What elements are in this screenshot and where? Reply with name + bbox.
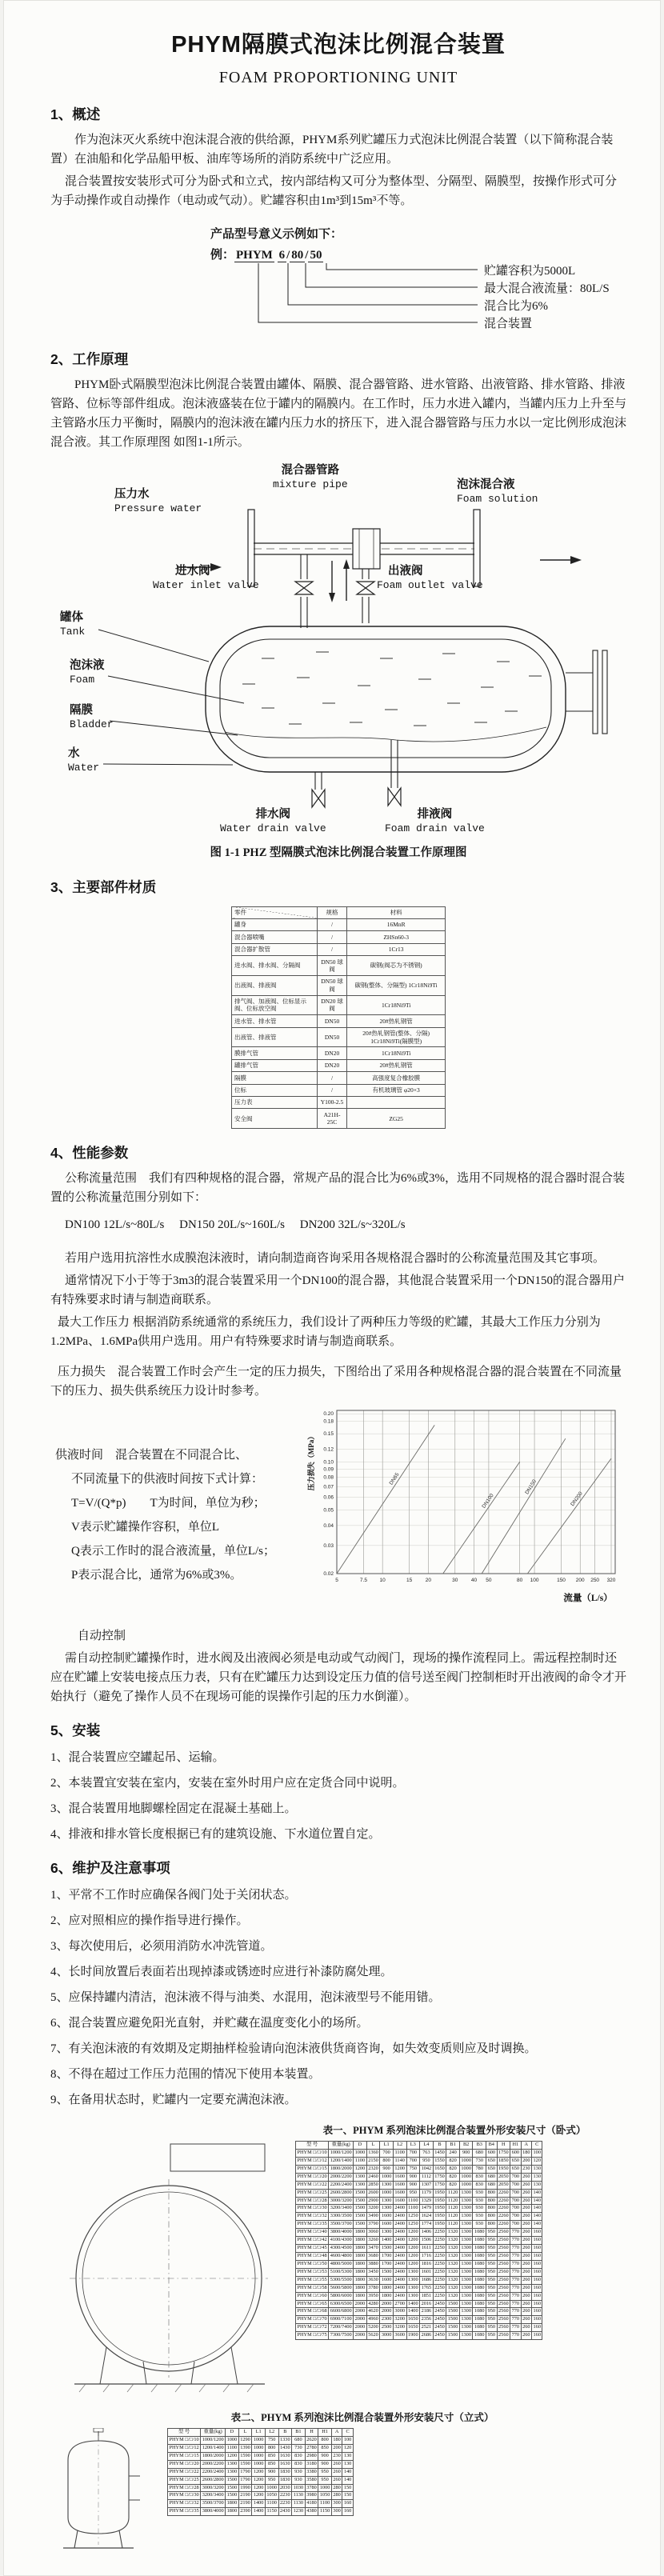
table-row: PHYM □/□/48 4600/4800 1800 3680 1700 2400 1200 1716 2250 1320 1300 1080 950 2560 770 260 160 (296, 2252, 542, 2260)
column-header: L4 (420, 2142, 434, 2150)
table-row: 出液阀、排液阀 DN50 球阀 碳钢(整体、分隔型) 1Cr18Ni9Ti (232, 975, 446, 995)
callout-device: 混合装置 (484, 318, 533, 331)
table-row: PHYM □/□/50 4800/5000 1800 3880 1700 2400 1200 1816 2250 1320 1300 1080 950 2560 770 260 160 (296, 2260, 542, 2268)
svg-text:15: 15 (406, 1578, 413, 1584)
svg-text:0.04: 0.04 (323, 1522, 334, 1529)
svg-text:100: 100 (530, 1578, 539, 1584)
table-row: PHYM □/□/70 6900/7100 2000 4960 2300 3200 1650 2356 2450 1500 1300 1080 950 2560 770 260 160 (296, 2316, 542, 2324)
table-row: PHYM □/□/20 2000/2200 1300 2460 1000 1600 900 1112 1750 820 1000 830 680 2050 700 260 130 (296, 2173, 542, 2181)
table-row: PHYM □/□/12 1200/1400 1100 1390 1000 800 1430 730 2780 850 200 120 (168, 2444, 354, 2452)
flow-range-paragraph: 公称流量范围 我们有四种规格的混合器，常规产品的混合比为6%或3%，选用不同规格的混合器时混合装置的公称流量范围分别如下： (50, 1172, 625, 1205)
table-row: 罐身 / 16MnR (232, 918, 446, 930)
list-item: 4、长时间放置后表面若出现掉漆或锈迹时应进行补漆防腐处理。 (50, 1966, 393, 1979)
table-row: PHYM □/□/42 4100/4300 1800 3260 1400 2400 1200 1506 2250 1320 1300 1080 950 2560 770 260 160 (296, 2237, 542, 2245)
svg-text:40: 40 (470, 1578, 478, 1584)
column-header: L (238, 2429, 252, 2437)
column-header: L2 (265, 2429, 278, 2437)
page-title: PHYM隔膜式泡沫比例混合装置 (171, 32, 506, 58)
list-item: 6、混合装置应避免阳光直射，并贮藏在温度变化小的场所。 (50, 2017, 369, 2030)
figure-1-1-caption: 图 1-1 PHZ 型隔膜式泡沫比例混合装置工作原理图 (210, 846, 467, 860)
flow-range-values: DN100 12L/s~80L/s DN150 20L/s~160L/s DN200 32L/s~320L/s (65, 1218, 406, 1232)
section-1-heading: 1、概述 (50, 106, 101, 123)
svg-text:30: 30 (452, 1578, 458, 1584)
column-header: L1 (252, 2429, 266, 2437)
list-item: 2、本装置宜安装在室内，安装在室外时用户应在定货合同中说明。 (50, 1777, 405, 1790)
table-row: PHYM □/□/25 2600/2800 1500 2600 1000 1600 950 1179 1950 1120 1300 930 800 2260 700 260 140 (296, 2189, 542, 2197)
table-row: PHYM □/□/32 3300/3500 1500 3490 1600 2400 1250 1624 1950 1120 1300 930 800 2260 700 260 140 (296, 2213, 542, 2221)
column-header: H1 (510, 2142, 521, 2150)
column-header: 材料 (347, 906, 446, 918)
svg-text:7.5: 7.5 (359, 1578, 367, 1584)
model-separator: / (305, 249, 309, 262)
dimensions-table-vertical (167, 2428, 354, 2516)
water-inlet-valve-label: 进水阀 Water inlet valve (153, 565, 259, 591)
svg-text:0.12: 0.12 (323, 1446, 334, 1453)
table-2-caption: 表二、PHYM 系列泡沫比例混合装置外形安装尺寸（立式） (230, 2412, 494, 2424)
table-row: 压力表 Y100-2.5 (232, 1096, 446, 1108)
svg-text:0.10: 0.10 (323, 1459, 334, 1466)
column-header: L1 (380, 2142, 394, 2150)
column-header: B1 (446, 2142, 460, 2150)
table-1-caption: 表一、PHYM 系列泡沫比例混合装置外形安装尺寸（卧式） (322, 2125, 586, 2137)
svg-text:0.07: 0.07 (323, 1484, 334, 1490)
table-row: PHYM □/□/55 5300/5500 1800 3630 1600 2400 1300 1686 2250 1320 1300 1080 950 2560 770 260 160 (296, 2276, 542, 2284)
table-row: PHYM □/□/72 7200/7400 2000 5200 2500 3200 1650 2521 2450 1500 1300 1080 950 2560 770 260 160 (296, 2324, 542, 2332)
column-header: 零件 (232, 906, 318, 918)
svg-text:20: 20 (425, 1578, 431, 1584)
table-row: PHYM □/□/65 6300/6500 2000 4280 2000 2700 1400 2016 2450 1500 1300 1080 950 2560 770 260 160 (296, 2300, 542, 2308)
table-row: 罐排气管 DN20 20#热轧钢管 (232, 1059, 446, 1071)
list-item: P表示混合比，通常为6%或3%。 (71, 1569, 242, 1582)
table-row: 进水管、排水管 DN50 20#热轧钢管 (232, 1015, 446, 1027)
table-row: PHYM □/□/25 2600/2800 1500 1790 1200 950 1830 930 3580 950 260 140 (168, 2476, 354, 2484)
table-row: 混合器扩散管 / 1Cr13 (232, 943, 446, 955)
svg-text:50: 50 (486, 1578, 492, 1584)
table-row: PHYM □/□/58 5600/5800 1800 3780 1800 2400 1300 1765 2250 1320 1300 1080 950 2560 770 260 160 (296, 2284, 542, 2292)
table-row: 出液管、排液管 DN50 20#热轧钢管(整体、分隔) 1Cr18Ni9Ti(隔膜型) (232, 1027, 446, 1047)
svg-text:0.08: 0.08 (323, 1474, 334, 1481)
table-row: PHYM □/□/22 2200/2400 1300 2850 1300 1600 900 1307 1750 820 1000 830 680 2050 700 260 130 (296, 2181, 542, 2189)
svg-text:DN150: DN150 (524, 1478, 538, 1496)
svg-text:流量（L/s）: 流量（L/s） (563, 1594, 613, 1604)
table-row: PHYM □/□/15 1800/2000 1200 1590 1000 850 1630 830 2980 900 230 130 (168, 2452, 354, 2460)
list-item: 8、不得在超过工作压力范围的情况下使用本装置。 (50, 2068, 321, 2082)
list-item: V表示贮罐操作容积，单位L (71, 1521, 219, 1534)
table-row: PHYM □/□/75 7300/7500 2000 5620 3000 3600 1900 2686 2450 1500 1300 1080 950 2560 770 260 160 (296, 2332, 542, 2340)
table-row: PHYM □/□/30 3200/3400 1500 3200 1300 2400 1100 1479 1950 1120 1300 930 800 2260 700 260 140 (296, 2205, 542, 2213)
column-header: L2 (393, 2142, 406, 2150)
table-row: PHYM □/□/32 3500/3700 1800 2190 1400 1100 2230 1130 4180 1100 300 160 (168, 2500, 354, 2508)
supply-time-and-chart (50, 1404, 626, 1615)
table-row: PHYM □/□/28 3000/3200 1500 1990 1200 1000 2030 1030 3780 1000 280 150 (168, 2484, 354, 2492)
svg-text:0.20: 0.20 (323, 1411, 334, 1418)
water-label: 水 Water (68, 747, 100, 774)
callout-tank-volume: 贮罐容积为5000L (484, 265, 576, 278)
document-page (3, 0, 661, 2576)
auto-control-heading: 自动控制 (78, 1630, 126, 1643)
list-item: 9、在备用状态时，贮罐内一定要充满泡沫液。 (50, 2094, 297, 2107)
model-part-ratio: 6 (278, 249, 286, 262)
column-header: H1 (318, 2429, 332, 2437)
column-header: A (521, 2142, 531, 2150)
svg-text:150: 150 (557, 1578, 566, 1584)
table-row: PHYM □/□/12 1200/1400 1100 2150 800 1140 700 950 1550 820 1000 730 650 1850 650 200 120 (296, 2157, 542, 2165)
overview-paragraph-1: 作为泡沫灭火系统中泡沫混合液的供给源，PHYM系列贮罐压力式泡沫比例混合装置（以下简称混合装置）在油船和化学品船甲板、油库等场所的消防系统中广泛应用。 (50, 134, 614, 166)
afff-paragraph: 若用户选用抗溶性水成膜泡沫液时，请向制造商咨询采用各规格混合器时的公称流量范围及其它事项。 (65, 1252, 606, 1266)
svg-text:压力损失（MPa）: 压力损失（MPa） (307, 1432, 315, 1491)
column-header: B1 (292, 2429, 306, 2437)
column-header: B (278, 2429, 292, 2437)
list-item: 5、应保持罐内清洁，泡沫液不得与油类、水混用，泡沫液型号不能用错。 (50, 1991, 441, 2005)
column-header: 重量(kg) (201, 2429, 226, 2437)
working-principle-diagram (52, 458, 626, 838)
list-item: 4、排液和排水管长度根据已有的建筑设施、下水道位置自定。 (50, 1828, 381, 1842)
column-header: 重量(kg) (329, 2142, 354, 2150)
column-header: B (433, 2142, 446, 2150)
table-row: 膜排气管 DN20 1Cr18Ni9Ti (232, 1047, 446, 1059)
model-example (210, 225, 658, 335)
table-row: PHYM □/□/68 6600/6800 2000 4620 2000 3000 1400 2186 2450 1500 1300 1080 950 2560 770 260 160 (296, 2308, 542, 2316)
callout-mix-ratio: 混合比为6% (484, 300, 548, 314)
auto-control-paragraph: 需自动控制贮罐操作时，进水阀及出液阀必须是电动或气动阀门，现场的操作流程同上。需远程控制时还应在贮罐上安装电接点压力表，只有在贮罐压力达到设定压力值的信号送至阀门控制柜时开出液阀的命令才开始执行（避免了操作人员不在现场可能的误操作引起的压力水倒灌）。 (50, 1652, 627, 1704)
column-header: B3 (473, 2142, 486, 2150)
table-row: PHYM □/□/28 3000/3200 1500 2900 1300 1600 1100 1329 1950 1120 1300 930 800 2260 700 260 140 (296, 2197, 542, 2205)
svg-text:5: 5 (335, 1578, 338, 1584)
column-header: 型 号 (168, 2429, 201, 2437)
svg-text:DN65: DN65 (388, 1471, 401, 1486)
svg-text:0.18: 0.18 (323, 1418, 334, 1425)
svg-text:0.09: 0.09 (323, 1466, 334, 1473)
table-row: PHYM □/□/35 3500/3700 1500 3790 1600 2400 1250 1774 1950 1120 1300 930 800 2260 700 260 140 (296, 2221, 542, 2229)
principle-paragraph: PHYM卧式隔膜型泡沫比例混合装置由罐体、隔膜、混合器管路、进水管路、出液管路、排水管路、排液管路、位标等部件组成。泡沫液盛装在位于罐内的隔膜内。在工作时，压力水进入罐内，当罐内压力上升至与主管路水压力平衡时，隔膜内的泡沫液在罐内压力水的挤压下，进入混合器管路与压力水以一定比例形成泡沫混合液。其工作原理图 如图1-1所示。 (50, 378, 627, 450)
svg-text:0.15: 0.15 (323, 1431, 334, 1438)
pressure-loss-paragraph: 压力损失 混合装置工作时会产生一定的压力损失，下图给出了采用各种规格混合器的混合装置在不同流量下的压力、损失供系统压力设计时参考。 (50, 1366, 622, 1398)
table-row: 排气阀、加液阀、位标显示阀、位标放空阀 DN20 球阀 1Cr18Ni9Ti (232, 995, 446, 1015)
svg-text:0.05: 0.05 (323, 1507, 334, 1514)
table-row: 安全阀 A21H-25C ZG25 (232, 1109, 446, 1129)
column-header: 型 号 (296, 2142, 329, 2150)
svg-text:DN100: DN100 (481, 1493, 495, 1510)
column-header: L (366, 2142, 380, 2150)
section-3-heading: 3、主要部件材质 (50, 878, 157, 895)
principle-schematic-svg (52, 458, 626, 838)
svg-text:250: 250 (590, 1578, 600, 1584)
mixture-pipe-label: 混合器管路 mixture pipe (273, 464, 348, 490)
column-header: H (497, 2142, 510, 2150)
svg-text:0.06: 0.06 (323, 1494, 334, 1501)
model-part-volume: 50 (310, 249, 322, 262)
table-row: PHYM □/□/60 5800/6000 1800 3950 1800 2400 1300 1851 2250 1320 1300 1080 950 2560 770 260 160 (296, 2292, 542, 2300)
list-item: T=V/(Q*p) T为时间，单位为秒； (71, 1497, 266, 1510)
table-row: PHYM □/□/22 2200/2400 1300 1790 1200 900 1830 930 3380 950 260 140 (168, 2468, 354, 2476)
table-row: 混合器喷嘴 / ZHSn60-3 (232, 931, 446, 943)
svg-text:10: 10 (379, 1578, 386, 1584)
table-row: 进水阀、排水阀、分隔阀 DN50 球阀 碳钢(阀芯为不锈钢) (232, 956, 446, 976)
bladder-label: 隔膜 Bladder (70, 704, 114, 730)
foam-solution-label: 泡沫混合液 Foam solution (457, 478, 538, 505)
overview-paragraph-2: 混合装置按安装形式可分为卧式和立式，按内部结构又可分为整体型、分隔型、隔膜型，按操作形式可分为手动操作或自动操作（电动或气动）。贮罐容积由1m³到15m³不等。 (50, 175, 618, 208)
table-row: PHYM □/□/35 3800/4000 1800 2390 1400 1150 2430 1230 4380 1150 300 160 (168, 2508, 354, 2516)
table-row: PHYM □/□/30 3200/3400 1500 2190 1200 1050 2230 1130 3980 1050 280 150 (168, 2492, 354, 2500)
list-item: 1、平常不工作时应确保各阀门处于关闭状态。 (50, 1889, 297, 1902)
model-separator: / (286, 249, 290, 262)
foam-outlet-valve-label: 出液阀 Foam outlet valve (377, 565, 483, 591)
table-row: 位标 / 有机玻璃管 φ20×3 (232, 1084, 446, 1096)
column-header: D (354, 2142, 367, 2150)
list-item: 3、每次使用后，必须用消防水冲洗管道。 (50, 1940, 273, 1954)
maintenance-items (50, 1886, 626, 2110)
pressure-loss-chart (305, 1404, 626, 1609)
list-item: 3、混合装置用地脚螺栓固定在混凝土基础上。 (50, 1802, 297, 1816)
section-5-heading: 5、安装 (50, 1722, 101, 1739)
list-item: 7、有关泡沫液的有效期及定期抽样检验请向泡沫液供货商咨询，如失效变质则应及时调换。 (50, 2042, 537, 2056)
column-header: H (305, 2429, 318, 2437)
svg-text:80: 80 (517, 1578, 523, 1584)
column-header: A (331, 2429, 342, 2437)
horizontal-tank-drawing (50, 2141, 290, 2397)
column-header: C (342, 2429, 353, 2437)
max-pressure-paragraph: 最大工作压力 根据消防系统通常的系统压力，我们设计了两种压力等级的贮罐，其最大工作压力分别为1.2MPa、1.6MPa供用户选用。用户有特殊要求时请与制造商联系。 (50, 1316, 601, 1349)
supply-time-block (50, 1404, 298, 1615)
model-example-intro: 产品型号意义示例如下： (210, 228, 343, 242)
materials-table (231, 906, 446, 1130)
table-2-block (50, 2428, 626, 2554)
model-part-flow: 80 (291, 249, 304, 262)
table-row: PHYM □/□/40 3800/4000 1800 3060 1300 2400 1200 1406 2250 1320 1300 1080 950 2560 770 260 160 (296, 2229, 542, 2237)
section-4-heading: 4、性能参数 (50, 1145, 129, 1162)
tank-label: 罐体 Tank (60, 611, 86, 638)
page-subtitle: FOAM PROPORTIONING UNIT (218, 69, 458, 87)
callout-max-flow: 最大混合液流量：80L/S (484, 282, 610, 296)
vertical-tank-drawing (50, 2428, 146, 2554)
mixer-selection-paragraph: 通常情况下小于等于3m3的混合装置采用一个DN100的混合器，其他混合装置采用一个DN150的混合器用户有特殊要求时请与制造商联系。 (50, 1274, 626, 1307)
table-row: 隔膜 / 高强度复合橡胶膜 (232, 1072, 446, 1084)
water-drain-valve-label: 排水阀 Water drain valve (220, 808, 326, 834)
svg-text:0.03: 0.03 (323, 1542, 334, 1549)
svg-text:320: 320 (606, 1578, 616, 1584)
column-header: D (226, 2429, 239, 2437)
list-item: 供液时间 混合装置在不同混合比、 (55, 1449, 248, 1462)
table-row: PHYM □/□/45 4300/4500 1800 3470 1500 2400 1200 1611 2250 1320 1300 1080 950 2560 770 260 160 (296, 2245, 542, 2253)
svg-text:0.02: 0.02 (323, 1571, 334, 1578)
chart-area (305, 1404, 626, 1615)
model-example-line (210, 246, 658, 265)
svg-text:200: 200 (575, 1578, 585, 1584)
list-item: 2、应对照相应的操作指导进行操作。 (50, 1914, 249, 1928)
installation-items (50, 1748, 626, 1844)
column-header: B2 (459, 2142, 473, 2150)
table-row: PHYM □/□/53 5100/5300 1800 3450 1500 2400 1300 1601 2250 1320 1300 1080 950 2560 770 260 160 (296, 2268, 542, 2276)
list-item: 1、混合装置应空罐起吊、运输。 (50, 1751, 225, 1765)
table-row: PHYM □/□/15 1800/2000 1200 2320 900 1200 750 1042 1650 820 1000 780 650 1950 650 230 130 (296, 2165, 542, 2173)
foam-label: 泡沫液 Foam (70, 659, 105, 686)
model-example-label: 例： (210, 249, 235, 262)
table-row: PHYM □/□/20 2000/2200 1300 1590 1000 850 1630 830 3180 900 260 130 (168, 2460, 354, 2468)
section-6-heading: 6、维护及注意事项 (50, 1860, 170, 1877)
column-header: B4 (486, 2142, 497, 2150)
list-item: 不同流量下的供液时间按下式计算： (71, 1473, 264, 1486)
pressure-water-label: 压力水 Pressure water (114, 488, 202, 514)
column-header: 规格 (317, 906, 347, 918)
table-1-block (50, 2141, 626, 2397)
list-item: Q表示工作时的混合液流量，单位L/s； (71, 1545, 276, 1558)
model-part-series: PHYM (236, 249, 273, 262)
table-row: PHYM □/□/10 1000/1200 1000 1360 700 1100 700 763 1450 240 900 680 600 1750 600 180 100 (296, 2150, 542, 2158)
dimensions-table-horizontal (295, 2141, 542, 2340)
section-2-heading: 2、工作原理 (50, 351, 129, 368)
column-header: L3 (406, 2142, 420, 2150)
column-header: C (532, 2142, 542, 2150)
svg-text:DN200: DN200 (570, 1490, 584, 1508)
foam-drain-valve-label: 排液阀 Foam drain valve (385, 808, 485, 834)
table-row: PHYM □/□/10 1000/1200 1000 1290 1000 750 1330 680 2620 800 180 100 (168, 2437, 354, 2445)
